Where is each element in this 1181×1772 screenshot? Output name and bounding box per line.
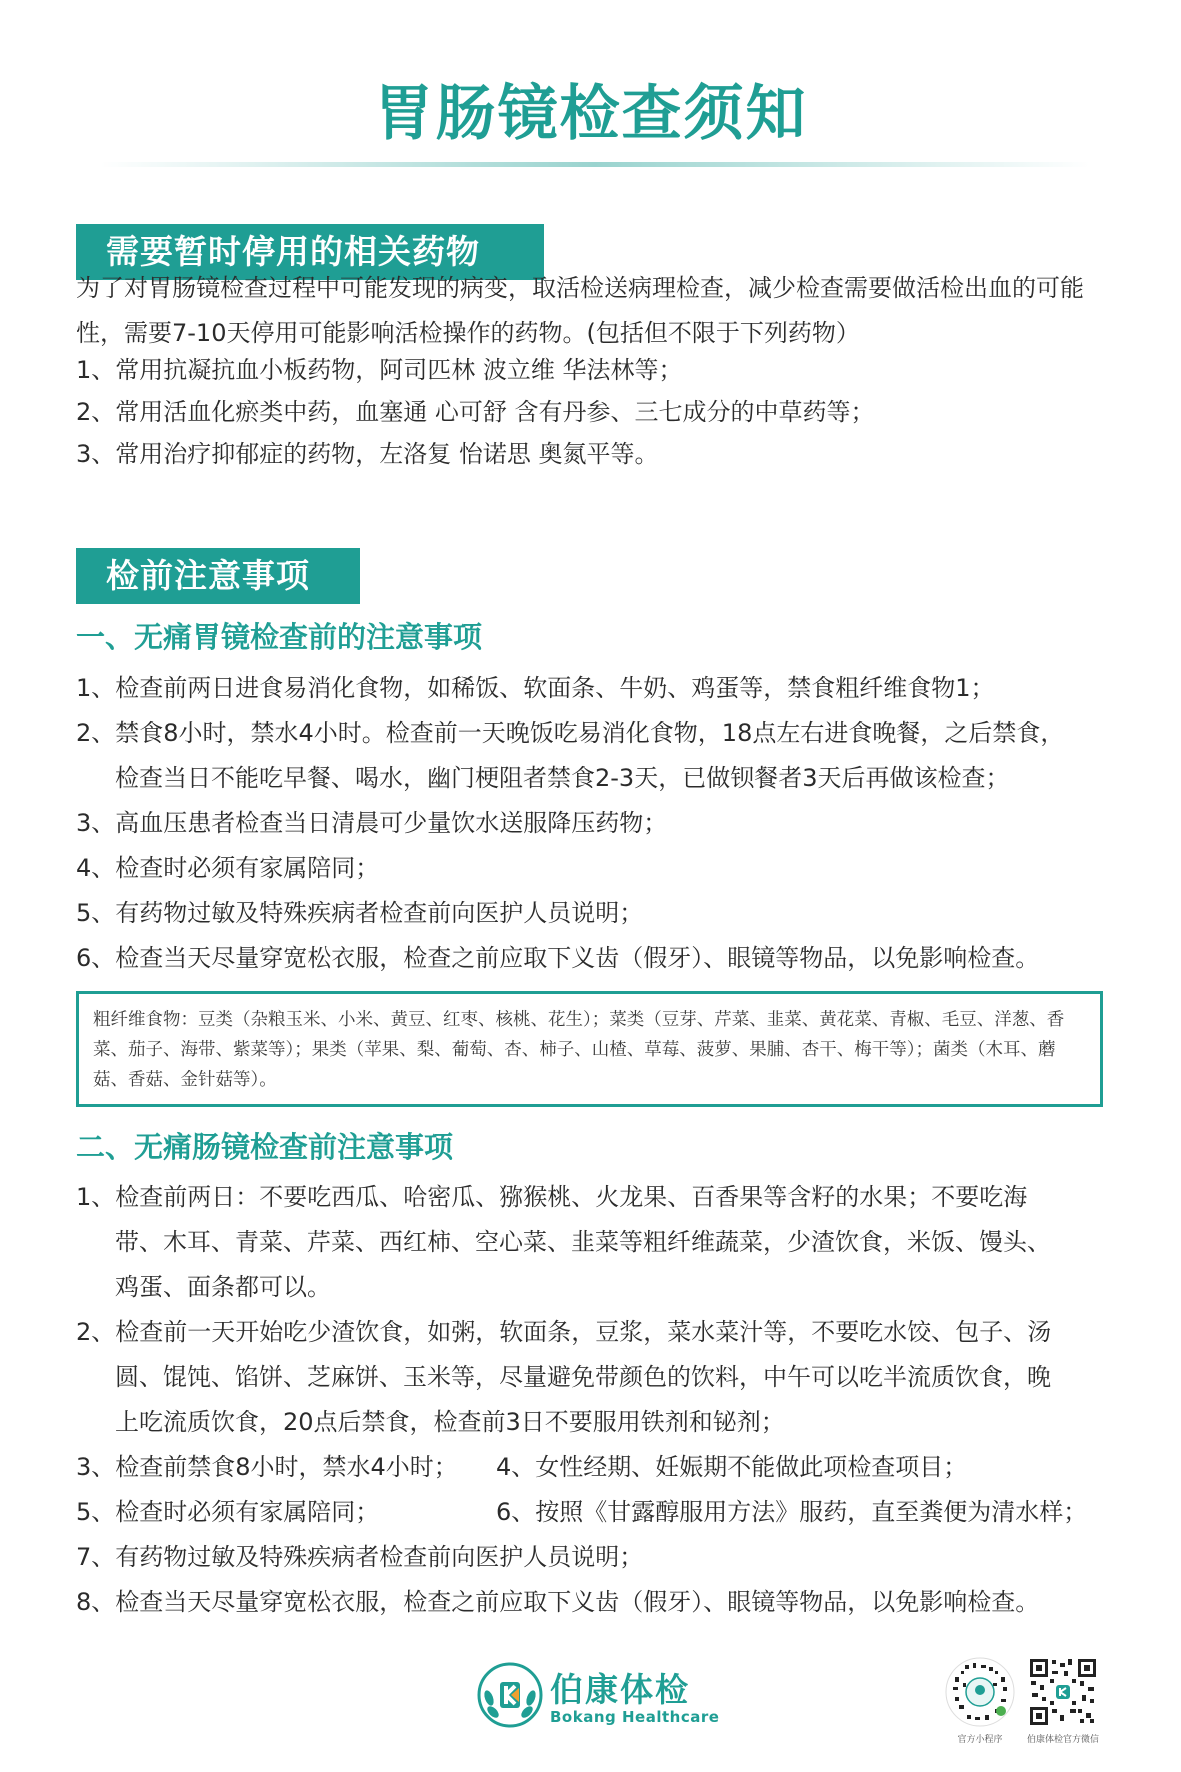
colon-item-8: 8、检查当天尽量穿宽松衣服，检查之前应取下义齿（假牙）、眼镜等物品，以免影响检查。 [76,1588,1040,1616]
gastro-item-6: 6、检查当天尽量穿宽松衣服，检查之前应取下义齿（假牙）、眼镜等物品，以免影响检查。 [76,944,1040,972]
mini-program-qr-icon[interactable] [945,1657,1015,1727]
brand-name-cn: 伯康体检 [550,1670,690,1709]
gastro-item-5: 5、有药物过敏及特殊疾病者检查前向医护人员说明； [76,899,644,927]
fiber-food-note: 粗纤维食物：豆类（杂粮玉米、小米、黄豆、红枣、核桃、花生）；菜类（豆芽、芹菜、韭菜、黄花菜、青椒、毛豆、洋葱、香菜、茄子、海带、紫菜等）；果类（苹果、梨、葡萄、杏、柿子、山楂、草莓、菠萝、果脯、杏干、梅干等）；菌类（木耳、蘑菇、香菇、金针菇等）。 [76,991,1103,1107]
gastro-item-2: 2、禁食8小时，禁水4小时。检查前一天晚饭吃易消化食物，18点左右进食晚餐，之后禁食， [76,719,1065,747]
colonoscopy-heading: 二、无痛肠镜检查前注意事项 [76,1130,454,1164]
colon-item-2-cont-a: 圆、馄饨、馅饼、芝麻饼、玉米等，尽量避免带颜色的饮料，中午可以吃半流质饮食，晚 [115,1363,1051,1391]
medications-intro: 为了对胃肠镜检查过程中可能发现的病变，取活检送病理检查，减少检查需要做活检出血的可能性，需要7-10天停用可能影响活检操作的药物。(包括但不限于下列药物） [76,274,1084,347]
laurel-logo-icon [475,1660,545,1730]
wechat-qr-label: 伯康体检官方微信 [1026,1735,1099,1745]
gastro-item-2-cont: 检查当日不能吃早餐、喝水，幽门梗阻者禁食2-3天，已做钡餐者3天后再做该检查； [115,764,1010,792]
medication-item-3: 3、常用治疗抑郁症的药物，左洛复 怡诺思 奥氮平等。 [76,440,659,468]
title-divider [100,162,1090,167]
gastro-item-1: 1、检查前两日进食易消化食物，如稀饭、软面条、牛奶、鸡蛋等，禁食粗纤维食物1； [76,674,995,702]
page-title: 胃肠镜检查须知 [373,79,808,149]
colon-item-3: 3、检查前禁食8小时，禁水4小时； [76,1453,458,1481]
colon-item-5: 5、检查时必须有家属陪同； [76,1498,380,1526]
gastro-item-4: 4、检查时必须有家属陪同； [76,854,380,882]
colon-item-2-cont-b: 上吃流质饮食，20点后禁食，检查前3日不要服用铁剂和铋剂； [115,1408,785,1436]
colon-item-1-cont-b: 鸡蛋、面条都可以。 [115,1273,331,1301]
colon-item-6: 6、按照《甘露醇服用方法》服药，直至粪便为清水样； [496,1498,1088,1526]
medication-item-1: 1、常用抗凝抗血小板药物，阿司匹林 波立维 华法林等； [76,356,683,384]
gastroscopy-heading: 一、无痛胃镜检查前的注意事项 [76,620,483,654]
mini-program-qr-label: 官方小程序 [957,1735,1003,1745]
colon-item-1-cont-a: 带、木耳、青菜、芹菜、西红柿、空心菜、韭菜等粗纤维蔬菜，少渣饮食，米饭、馒头、 [115,1228,1051,1256]
section-banner-precautions: 检前注意事项 [76,548,360,604]
colon-item-2: 2、检查前一天开始吃少渣饮食，如粥，软面条，豆浆，菜水菜汁等，不要吃水饺、包子、汤 [76,1318,1052,1346]
colon-item-7: 7、有药物过敏及特殊疾病者检查前向医护人员说明； [76,1543,644,1571]
colon-item-1: 1、检查前两日：不要吃西瓜、哈密瓜、猕猴桃、火龙果、百香果等含籽的水果；不要吃海 [76,1183,1028,1211]
brand-name-en: Bokang Healthcare [550,1708,720,1726]
colon-item-4: 4、女性经期、妊娠期不能做此项检查项目； [496,1453,968,1481]
section-banner-medications: 需要暂时停用的相关药物 [76,224,544,280]
wechat-qr-icon[interactable] [1028,1657,1098,1727]
gastro-item-3: 3、高血压患者检查当日清晨可少量饮水送服降压药物； [76,809,668,837]
medication-item-2: 2、常用活血化瘀类中药，血塞通 心可舒 含有丹参、三七成分的中草药等； [76,398,875,426]
brand-logo [475,1660,725,1735]
